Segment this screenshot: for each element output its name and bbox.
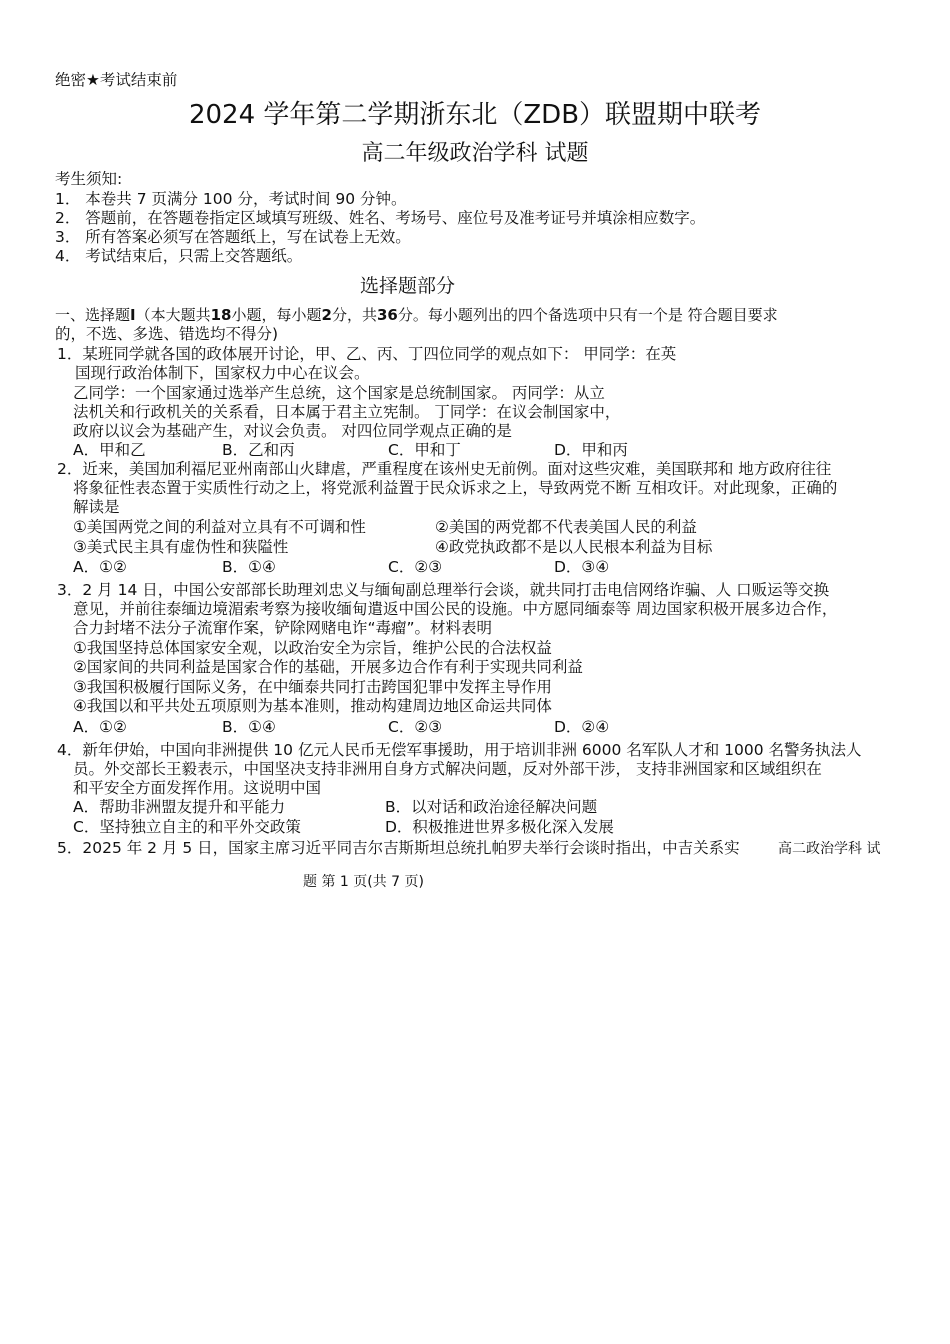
q3-option-c: C．②③ [388, 718, 443, 736]
instr-part: 分。每小题列出的四个备选项中只有一个是 符合题目要求 [397, 306, 778, 324]
instr-bold: 18 [210, 306, 232, 324]
q4-option-b: B．以对话和政治途径解决问题 [385, 798, 598, 816]
q3-option-b: B．①④ [222, 718, 276, 736]
q2-line: 2．近来，美国加利福尼亚州南部山火肆虐，严重程度在该州史无前例。面对这些灾难，美国联邦和 地方政府往往 [57, 460, 832, 478]
instructions-line-2: 的，不选、多选、错选均不得分) [55, 325, 279, 343]
q3-statement: ②国家间的共同利益是国家合作的基础，开展多边合作有利于实现共同利益 [73, 658, 583, 676]
q1-line: 乙同学：一个国家通过选举产生总统，这个国家是总统制国家。 丙同学：从立 [73, 384, 605, 402]
instructions-line [55, 305, 778, 325]
page-footer-a: 高二政治学科 试 [778, 841, 881, 857]
q4-option-a: A．帮助非洲盟友提升和平能力 [73, 798, 286, 816]
notice-item: 3． 所有答案必须写在答题纸上，写在试卷上无效。 [55, 228, 411, 246]
notice-item: 4． 考试结束后，只需上交答题纸。 [55, 247, 303, 265]
q3-statement: ①我国坚持总体国家安全观，以政治安全为宗旨，维护公民的合法权益 [73, 639, 552, 657]
q2-statement: ④政党执政都不是以人民根本利益为目标 [435, 538, 713, 556]
q2-option-d: D．③④ [554, 558, 610, 576]
q2-option-c: C．②③ [388, 558, 443, 576]
notice-item: 2． 答题前，在答题卷指定区域填写班级、姓名、考场号、座位号及准考证号并填涂相应数字。 [55, 209, 706, 227]
q1-line: 国现行政治体制下，国家权力中心在议会。 [75, 364, 370, 382]
q1-line: 政府以议会为基础产生，对议会负责。 对四位同学观点正确的是 [73, 422, 512, 440]
instr-part: 分，共 [331, 306, 377, 324]
q4-option-d: D．积极推进世界多极化深入发展 [385, 818, 614, 836]
q3-option-d: D．②④ [554, 718, 610, 736]
q4-line: 和平安全方面发挥作用。这说明中国 [73, 779, 322, 797]
q3-line: 3．2 月 14 日，中国公安部部长助理刘忠义与缅甸副总理举行会谈，就共同打击电信网络诈骗、人 口贩运等交换 [57, 581, 830, 599]
exam-title: 2024 学年第二学期浙东北（ZDB）联盟期中联考 [188, 100, 762, 130]
notice-item: 1． 本卷共 7 页满分 100 分，考试时间 90 分钟。 [55, 190, 407, 208]
exam-subtitle: 高二年级政治学科 试题 [361, 141, 589, 166]
q2-statement: ①美国两党之间的利益对立具有不可调和性 [73, 518, 366, 536]
instr-part: 小题，每小题 [231, 306, 322, 324]
q2-option-b: B．①④ [222, 558, 276, 576]
page-footer: 题 第 1 页(共 7 页) [303, 874, 424, 890]
q2-line: 解读是 [73, 498, 120, 516]
q2-statement: ③美式民主具有虚伪性和狭隘性 [73, 538, 289, 556]
instr-bold: 36 [376, 306, 398, 324]
q2-option-a: A．①② [73, 558, 127, 576]
q2-statement: ②美国的两党都不代表美国人民的利益 [435, 518, 697, 536]
q1-line: 法机关和行政机关的关系看，日本属于君主立宪制。 丁同学：在议会制国家中， [73, 403, 621, 421]
q3-line: 意见，并前往泰缅边境湄索考察为接收缅甸遣返中国公民的设施。中方愿同缅泰等 周边国家积极开展多边合作， [73, 600, 838, 618]
q1-option-d: D．甲和丙 [554, 441, 628, 459]
instr-bold: 2 [321, 306, 332, 324]
q3-statement: ④我国以和平共处五项原则为基本准则，推动构建周边地区命运共同体 [73, 697, 552, 715]
q1-line: 1．某班同学就各国的政体展开讨论，甲、乙、丙、丁四位同学的观点如下： 甲同学：在英 [57, 345, 677, 363]
instr-bold: Ⅰ [130, 306, 136, 324]
q1-option-c: C．甲和丁 [388, 441, 461, 459]
q3-option-a: A．①② [73, 718, 127, 736]
q3-statement: ③我国积极履行国际义务，在中缅泰共同打击跨国犯罪中发挥主导作用 [73, 678, 552, 696]
q4-option-c: C．坚持独立自主的和平外交政策 [73, 818, 301, 836]
q5-line: 5．2025 年 2 月 5 日，国家主席习近平同吉尔吉斯斯坦总统扎帕罗夫举行会谈时指出，中吉关系实 [57, 839, 740, 857]
instr-part: 一、选择题 [55, 306, 131, 324]
q2-line: 将象征性表态置于实质性行动之上，将党派利益置于民众诉求之上，导致两党不断 互相攻讦。对此现象，正确的 [73, 479, 838, 497]
q4-line: 4．新年伊始，中国向非洲提供 10 亿元人民币无偿军事援助，用于培训非洲 6000 名军队人才和 1000 名警务执法人 [57, 741, 862, 759]
q4-line: 员。外交部长王毅表示，中国坚决支持非洲用自身方式解决问题，反对外部干涉， 支持非洲国家和区域组织在 [73, 760, 822, 778]
top-mark: 绝密★考试结束前 [55, 71, 178, 89]
instr-part: （本大题共 [135, 306, 211, 324]
q1-option-a: A．甲和乙 [73, 441, 146, 459]
section-title: 选择题部分 [360, 275, 456, 297]
notice-heading: 考生须知: [55, 170, 123, 188]
q3-line: 合力封堵不法分子流窜作案，铲除网赌电诈“毒瘤”。材料表明 [73, 619, 493, 637]
q1-option-b: B．乙和丙 [222, 441, 295, 459]
